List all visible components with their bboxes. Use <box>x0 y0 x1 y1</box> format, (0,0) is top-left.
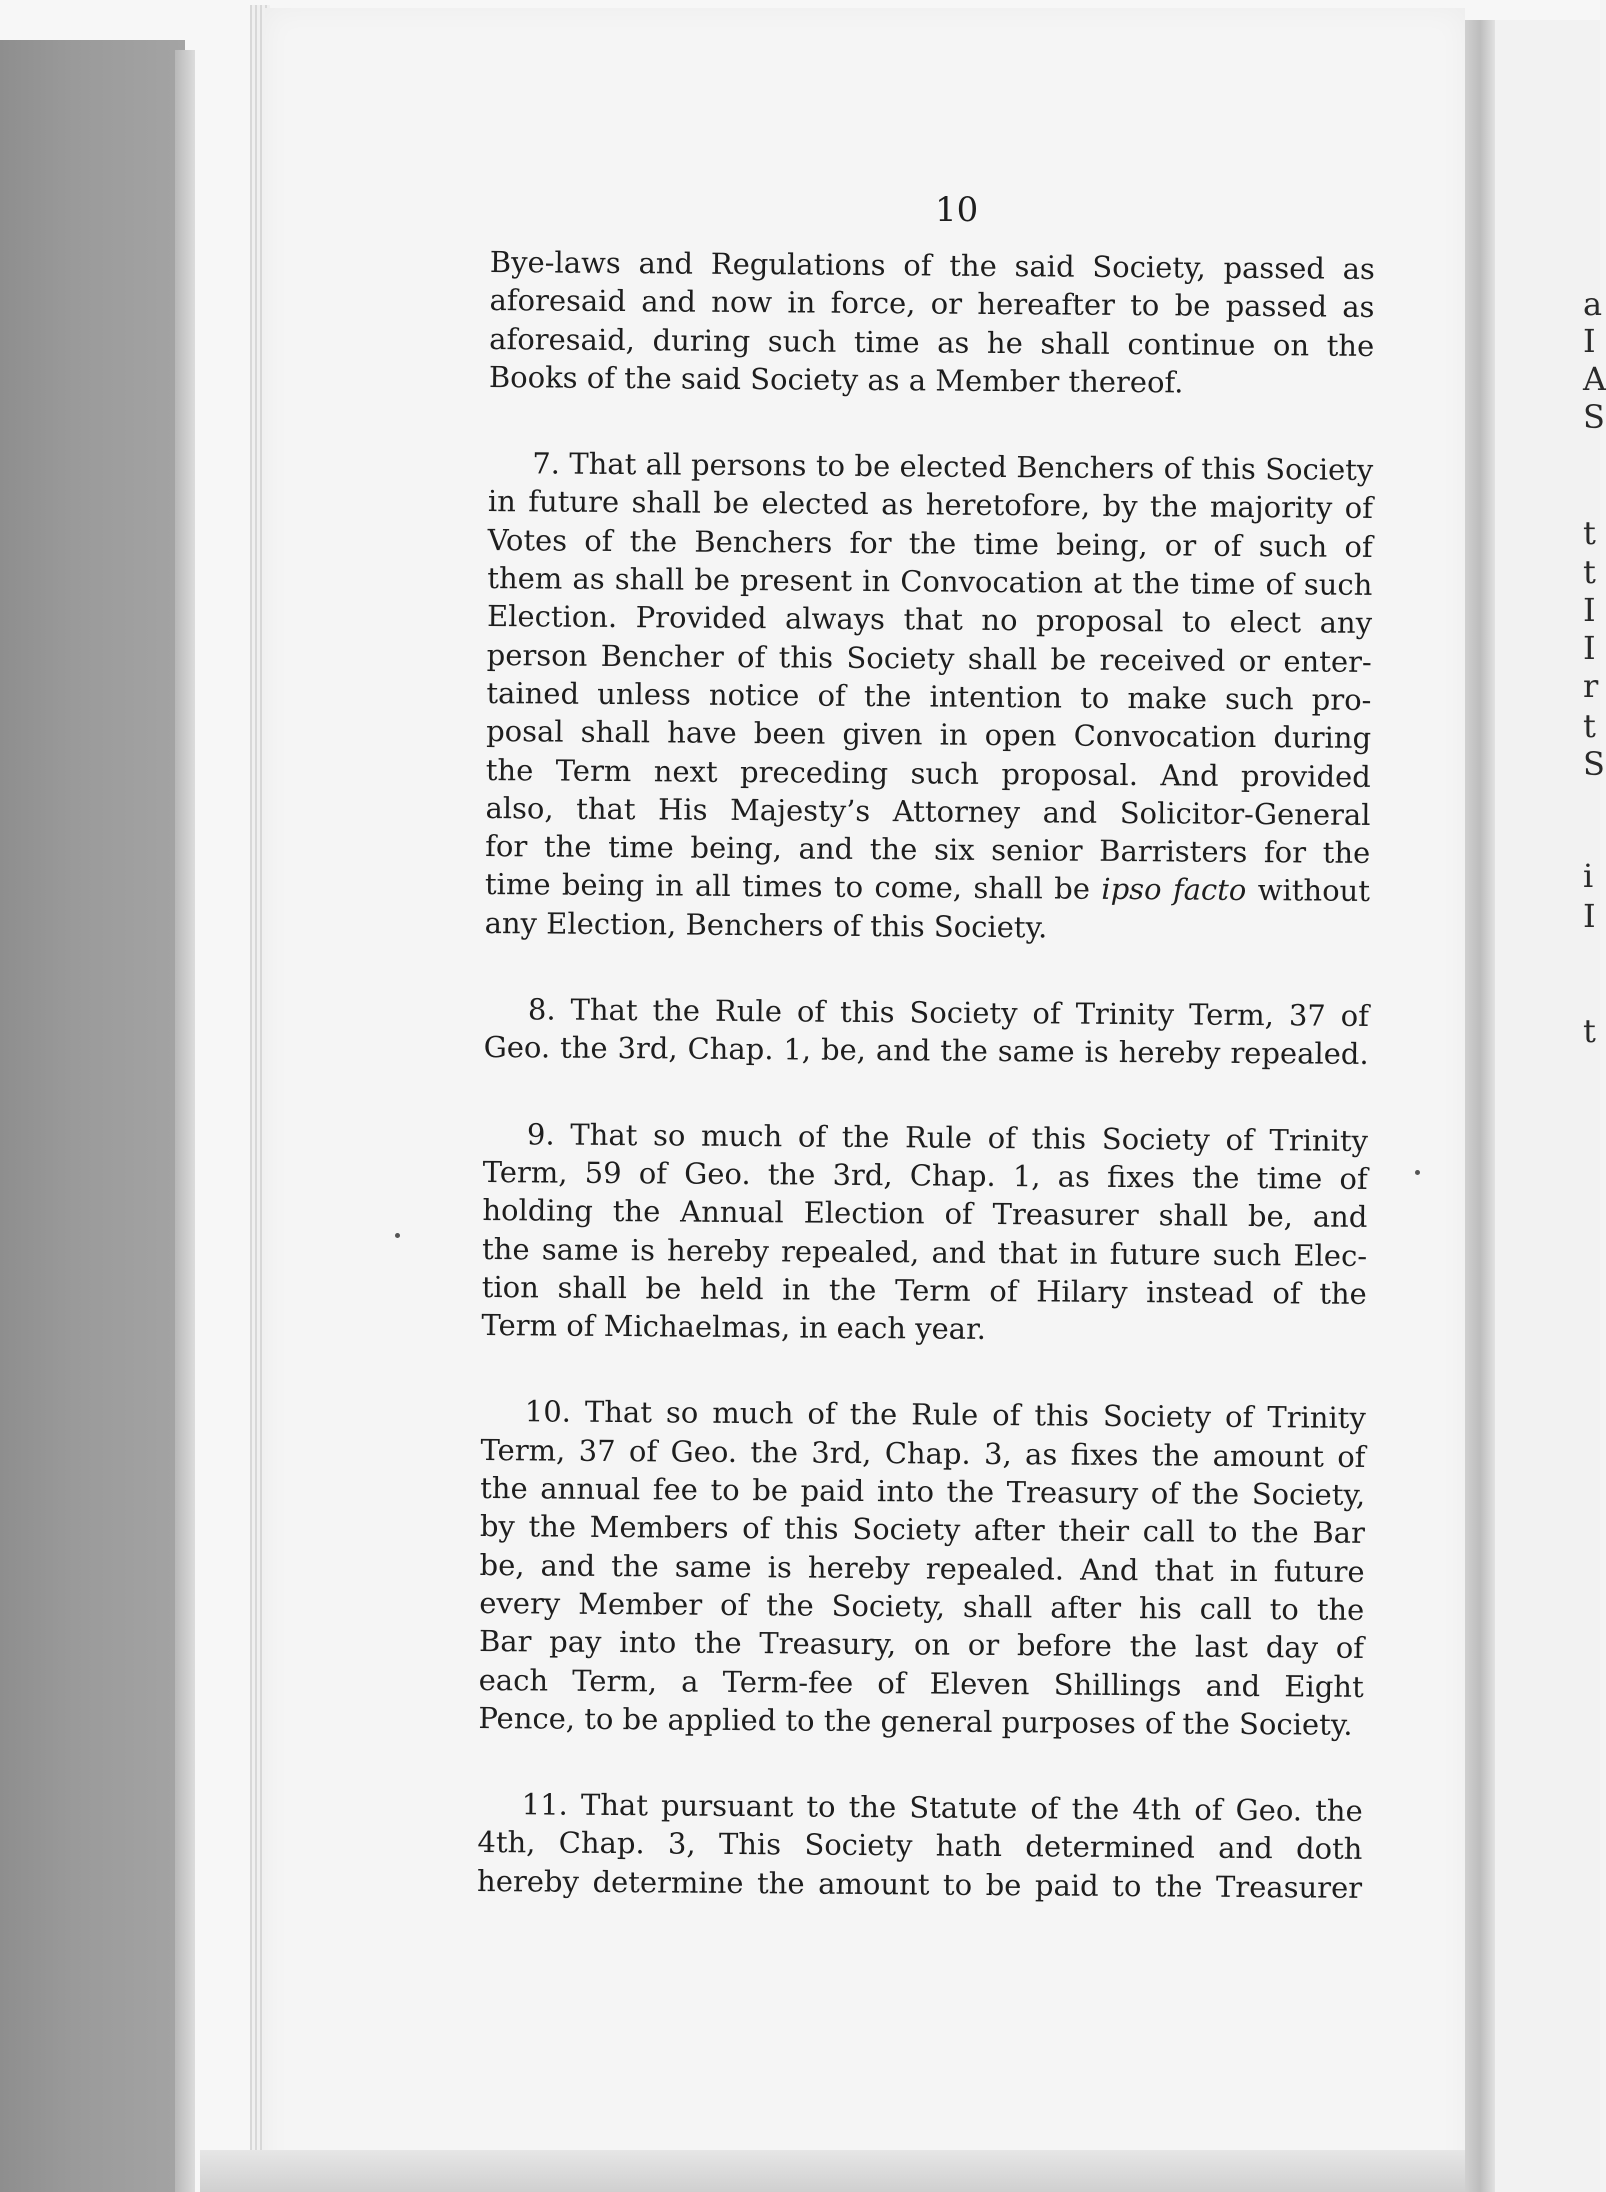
next-page-fragment: i <box>1583 857 1594 895</box>
text-line: 11. That pursuant to the Statute of the 4th of Geo. the <box>521 1787 1363 1828</box>
text-line: also, that His Majesty’s Attorney and Solicitor-General <box>485 790 1371 832</box>
book-gutter <box>1465 20 1495 2192</box>
text-run: time being in all times to come, shall be <box>484 867 1102 907</box>
text-line: 9. That so much of the Rule of this Society of Trinity <box>526 1116 1369 1158</box>
text-line: Votes of the Benchers for the time being, or of such of <box>487 522 1373 564</box>
paragraph-continuation <box>489 243 1375 403</box>
text-line: Term of Michaelmas, in each year. <box>481 1308 987 1347</box>
scan-speck <box>1415 1170 1420 1175</box>
next-page-fragment: S <box>1583 745 1605 783</box>
paragraph-7 <box>485 444 1374 949</box>
next-page-edge <box>1495 20 1606 2192</box>
text-line: 4th, Chap. 3, This Society hath determined and doth <box>477 1825 1363 1867</box>
text-line: 7. That all persons to be elected Benchers of this Society <box>532 446 1374 488</box>
text-line: Term, 59 of Geo. the 3rd, Chap. 1, as fixes the time of <box>482 1154 1368 1196</box>
text-line: 8. That the Rule of this Society of Trinity Term, 37 of <box>527 992 1370 1033</box>
text-line: aforesaid, during such time as he shall continue on the <box>489 321 1375 363</box>
left-shadow-strip <box>175 50 195 2192</box>
next-page-fragment: t <box>1583 514 1596 552</box>
text-line: Term, 37 of Geo. the 3rd, Chap. 3, as fixes the amount of <box>480 1432 1366 1474</box>
page-body <box>477 243 1375 1907</box>
scan-speck <box>395 1233 400 1238</box>
next-page-fragment: I <box>1583 897 1596 935</box>
text-line: Bye-laws and Regulations of the said Society, passed as <box>489 244 1375 286</box>
paragraph-8 <box>484 990 1370 1074</box>
text-line-with-italic <box>485 865 1370 910</box>
italic-phrase: ipso facto <box>1101 872 1247 908</box>
text-line: the annual fee to be paid into the Treasury of the Society, <box>480 1470 1366 1512</box>
text-line: the same is hereby repealed, and that in future such Elec- <box>481 1231 1368 1273</box>
text-line: tained unless notice of the intention to make such pro- <box>486 675 1372 717</box>
text-line: be, and the same is hereby repealed. And that in future <box>479 1547 1365 1589</box>
text-line: any Election, Benchers of this Society. <box>484 905 1048 945</box>
next-page-fragment: t <box>1583 1012 1596 1050</box>
text-run: without <box>1246 873 1371 909</box>
text-line: by the Members of this Society after their call to the Bar <box>479 1509 1366 1551</box>
left-scan-margin <box>0 40 185 2192</box>
next-page-fragment: a <box>1583 285 1603 323</box>
page-bottom-edge <box>200 2150 1600 2192</box>
text-line: each Term, a Term-fee of Eleven Shillings and Eight <box>478 1662 1364 1704</box>
next-page-fragment: t <box>1583 707 1596 745</box>
text-line: 10. That so much of the Rule of this Society of Trinity <box>524 1394 1366 1436</box>
text-line: for the time being, and the six senior Barristers for the <box>485 829 1371 871</box>
text-line: hereby determine the amount to be paid to the Treasurer <box>477 1863 1363 1905</box>
next-page-fragment: r <box>1583 667 1599 705</box>
text-line: tion shall be held in the Term of Hilary instead of the <box>481 1269 1367 1311</box>
text-line: Bar pay into the Treasury, on or before the last day of <box>478 1624 1365 1666</box>
text-line: the Term next preceding such proposal. And provided <box>485 752 1371 794</box>
page-number: 10 <box>935 190 979 230</box>
next-page-fragment: I <box>1583 629 1596 667</box>
text-line: posal shall have been given in open Convocation during <box>486 714 1372 756</box>
text-line: every Member of the Society, shall after his call to the <box>479 1585 1365 1627</box>
text-line: in future shall be elected as heretofore, by the majority of <box>487 484 1374 526</box>
text-line: Election. Provided always that no proposal to elect any <box>486 599 1373 641</box>
next-page-fragment: S <box>1583 398 1605 436</box>
paragraph-10 <box>478 1392 1366 1744</box>
paragraph-9 <box>481 1115 1368 1352</box>
paragraph-11 <box>477 1785 1363 1907</box>
next-page-fragment: I <box>1583 322 1596 360</box>
text-line: aforesaid and now in force, or hereafter to be passed as <box>489 283 1375 325</box>
text-line: Pence, to be applied to the general purposes of the Society. <box>478 1700 1353 1742</box>
text-line: Books of the said Society as a Member thereof. <box>488 359 1184 400</box>
text-line: them as shall be present in Convocation at the time of such <box>487 561 1373 603</box>
next-page-fragment: A <box>1583 360 1606 398</box>
text-line: person Bencher of this Society shall be received or enter- <box>486 637 1372 679</box>
text-line: Geo. the 3rd, Chap. 1, be, and the same is hereby repealed. <box>483 1030 1369 1072</box>
text-line: holding the Annual Election of Treasurer shall be, and <box>482 1193 1368 1235</box>
next-page-fragment: I <box>1583 591 1596 629</box>
next-page-fragment: t <box>1583 553 1596 591</box>
